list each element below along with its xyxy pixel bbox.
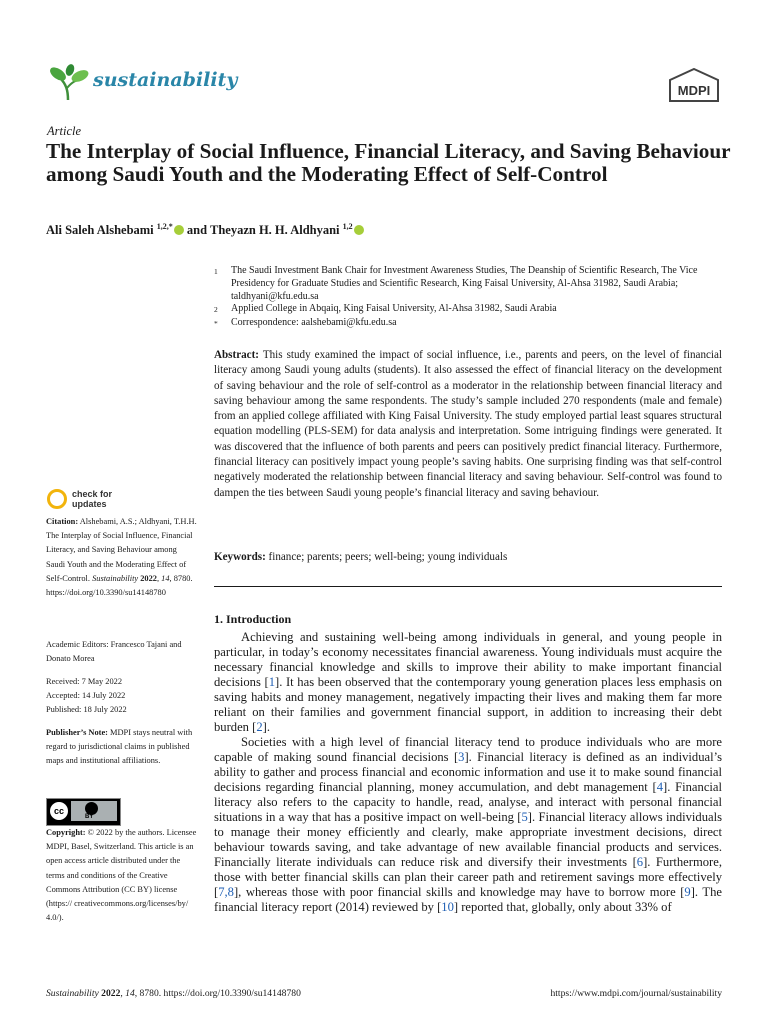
publisher-note xyxy=(46,726,198,769)
check-updates-line2: updates xyxy=(72,499,107,509)
correspondence-text: Correspondence: aalshebami@kfu.edu.sa xyxy=(231,317,397,329)
publisher-note-label: Publisher’s Note: xyxy=(46,728,108,737)
cc-by-license-badge[interactable] xyxy=(46,798,121,826)
abstract-text: This study examined the impact of social influence, i.e., parents and peers, on the level of financial literacy among Saudi young adults (students). It also assessed the effect of financial literacy on the development of saving behaviour and the role of self-control as a moderator in the relationship between financial literacy and saving behaviour among the same respondents. The study’s sample included 270 respondents (male and female) from an applied college affiliated with King Faisal University. The study employed partial least squares structural equation modelling (PLS-SEM) for data analysis and interpretation. Some intriguing findings were generated. It was discovered that the influence of both parents and peers can positively predict financial literacy. Furthermore, financial literacy can positively impact young people’s saving habits. One surprising finding was that self-control negatively moderated the relationship between financial literacy and saving behaviour. Self-control was found to dampen the ties between Saudi young people’s financial literacy and saving behaviour. xyxy=(214,349,722,499)
orcid-icon[interactable] xyxy=(354,225,364,235)
reference-link[interactable]: 5 xyxy=(521,810,528,824)
publisher-note-text: MDPI stays neutral with regard to jurisdictional claims in published maps and institutional affiliations. xyxy=(46,728,193,766)
reference-link[interactable]: 7,8 xyxy=(218,885,234,899)
check-updates-line1: check for xyxy=(72,489,113,499)
section-divider xyxy=(214,586,722,587)
section-heading-introduction: 1. Introduction xyxy=(214,612,292,626)
footer-doi[interactable]: , 8780. https://doi.org/10.3390/su14148780 xyxy=(134,988,301,999)
footer-journal: Sustainability xyxy=(46,988,99,999)
reference-link[interactable]: 4 xyxy=(656,780,664,794)
affiliation-item xyxy=(214,265,724,303)
accepted-date: Accepted: 14 July 2022 xyxy=(46,691,126,701)
check-for-updates-label xyxy=(72,489,112,509)
reference-link[interactable]: 9 xyxy=(684,885,691,899)
copyright-notice xyxy=(46,826,198,925)
abstract xyxy=(214,348,722,501)
author-affiliation-marker: 1,2,* xyxy=(156,222,173,231)
copyright-label: Copyright: xyxy=(46,828,86,837)
check-for-updates-button[interactable] xyxy=(47,489,112,509)
mdpi-logo-text: MDPI xyxy=(677,83,711,98)
cc-icon: cc xyxy=(50,802,68,820)
introduction-body xyxy=(214,630,722,915)
orcid-icon[interactable] xyxy=(174,225,184,235)
reference-link[interactable]: 2 xyxy=(256,720,263,734)
citation-journal: Sustainability xyxy=(92,573,139,583)
cc-by-panel xyxy=(71,801,117,821)
citation-text: Alshebami, A.S.; Aldhyani, T.H.H. The Interplay of Social Influence, Financial Literacy, and Saving Behaviour among Saudi Youth and the Moderating Effect of Self-Control. xyxy=(46,517,197,583)
reference-link[interactable]: 1 xyxy=(268,675,275,689)
mdpi-logo-icon xyxy=(668,68,720,102)
author-affiliation-marker: 1,2 xyxy=(342,222,353,231)
affiliation-marker: * xyxy=(214,319,218,329)
citation-doi[interactable]: 8780. https://doi.org/10.3390/su14148780 xyxy=(46,573,193,598)
reference-link[interactable]: 6 xyxy=(636,855,644,869)
keywords-text: finance; parents; peers; well-being; young individuals xyxy=(268,551,508,563)
affiliation-text: Applied College in Abqaiq, King Faisal University, Al-Ahsa 31982, Saudi Arabia xyxy=(231,303,557,315)
received-date: Received: 7 May 2022 xyxy=(46,677,123,686)
citation-year: 2022 xyxy=(140,573,157,583)
article-type: Article xyxy=(47,124,82,138)
keywords-label: Keywords: xyxy=(214,551,266,563)
affiliation-marker: 1 xyxy=(214,267,218,276)
citation-block: Citation: Alshebami, A.S.; Aldhyani, T.H.H. The Interplay of Social Influence, Financial Literacy, and Saving Behaviour among Saudi Youth and the Moderating Effect of Self-Control. Sustainability 2022, 14, 8780. https://doi.org/10.3390/su14148780 xyxy=(46,517,197,598)
footer-journal-url[interactable]: https://www.mdpi.com/journal/sustainability xyxy=(550,988,722,999)
crossmark-icon xyxy=(47,489,67,509)
affiliation-item xyxy=(214,303,724,317)
body-paragraph: Societies with a high level of financial literacy tend to produce individuals who are more capable of making sound financial decisions [3]. Financial literacy is defined as an individual’s ability to gather and process financial and economic information and use it to make sound financial decisions regarding financial planning, money accumulation, and debt management [4]. Financial literacy also refers to the capacity to handle, read, analyse, and interact with personal financial situations in a way that has a positive impact on well-being [5]. Financial literacy allows individuals to manage their money efficiently and clearly, make appropriate investment decisions, direct behaviour towards saving, and take advantage of new available financial products and services. Financially literate individuals can reduce risk and diversify their investments [6]. Furthermore, those with better financial skills can plan their career path and retirement savings more effectively [7,8], whereas those with poor financial skills and knowledge may have to borrow more [9]. The financial literacy report (2014) reviewed by [10] reported that, globally, only about 33% of xyxy=(214,735,722,914)
cc-by-label: BY xyxy=(85,814,94,820)
author-line xyxy=(46,222,364,238)
body-paragraph: Achieving and sustaining well-being among individuals in general, and young people in particular, in today’s economy necessitates financial awareness. Young individuals must acquire the necessary financial knowledge and skills to improve their ability to make important financial decisions [1]. It has been observed that the contemporary young generation places less emphasis on saving habits and money management, negatively impacting their lives and making them far more reliant on their families and government financial support, in addition to increasing their debt burden [2]. xyxy=(214,630,722,734)
abstract-label: Abstract: xyxy=(214,349,259,361)
footer-citation: Sustainability 2022, 14, 8780. https://doi.org/10.3390/su14148780 xyxy=(46,988,301,999)
green-leaves-logo-icon xyxy=(46,60,90,104)
footer-year: 2022 xyxy=(101,988,121,999)
affiliation-marker: 2 xyxy=(214,305,218,315)
footer-volume: 14 xyxy=(125,988,135,999)
journal-name: sustainability xyxy=(93,69,238,91)
keywords xyxy=(214,551,722,563)
publication-dates xyxy=(46,675,198,718)
copyright-text: © 2022 by the authors. Licensee MDPI, Basel, Switzerland. This article is an open access article distributed under the terms and conditions of the Creative Commons Attribution (CC BY) license (https:// creativecommons.org/licenses/by/ 4.0/). xyxy=(46,828,197,923)
author-name[interactable]: Theyazn H. H. Aldhyani xyxy=(209,223,340,238)
affiliations xyxy=(214,265,724,331)
published-date: Published: 18 July 2022 xyxy=(46,705,127,715)
citation-label: Citation: xyxy=(46,517,79,526)
academic-editors: Academic Editors: Francesco Tajani and Donato Morea xyxy=(46,640,182,664)
author-name[interactable]: Ali Saleh Alshebami xyxy=(46,223,154,238)
citation-volume: 14 xyxy=(161,573,170,583)
author-joiner: and xyxy=(186,223,208,238)
affiliation-text: The Saudi Investment Bank Chair for Investment Awareness Studies, The Deanship of Scientific Research, The Vice Presidency for Graduate Studies and Scientific Research, King Faisal University, Al-Ahsa 31982, Saudi Arabia; taldhyani@kfu.edu.sa xyxy=(231,265,698,302)
affiliation-item xyxy=(214,317,724,331)
paper-title: The Interplay of Social Influence, Financial Literacy, and Saving Behaviour among Saudi Youth and the Moderating Effect of Self-Control xyxy=(46,139,731,186)
reference-link[interactable]: 10 xyxy=(441,900,454,914)
reference-link[interactable]: 3 xyxy=(458,750,465,764)
